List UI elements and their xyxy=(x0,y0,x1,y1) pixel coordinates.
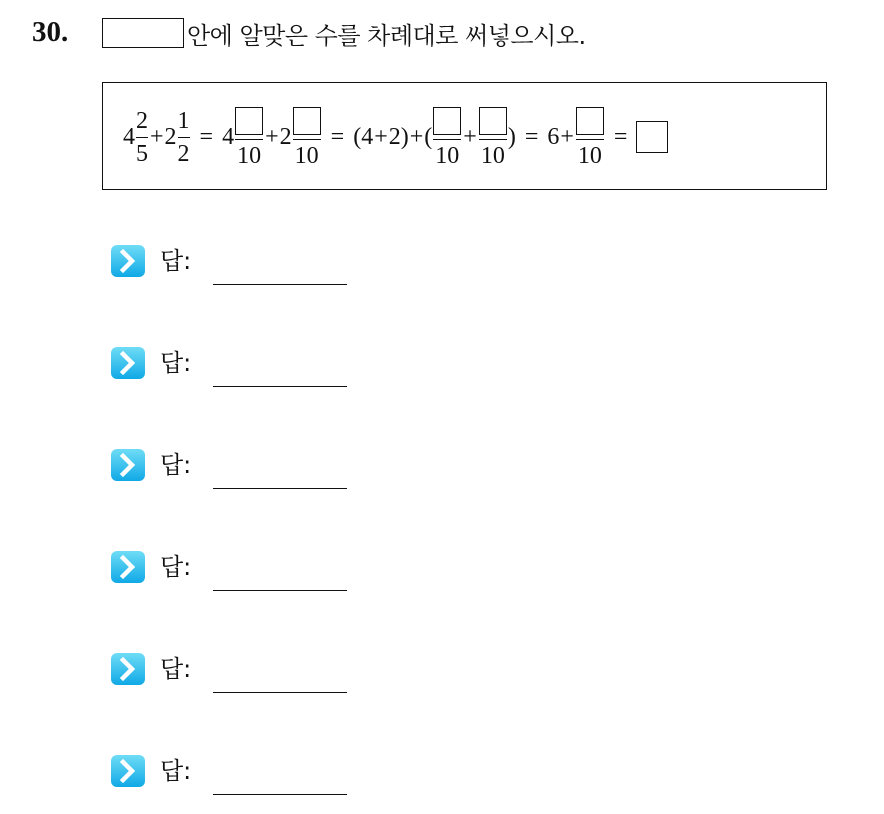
chevron-right-icon xyxy=(110,448,146,482)
numerator-blank xyxy=(293,107,321,139)
answer-input-line[interactable] xyxy=(213,794,347,795)
answer-input-line[interactable] xyxy=(213,590,347,591)
fraction xyxy=(293,107,321,168)
equals-sign: = xyxy=(199,123,214,150)
numerator-blank xyxy=(433,107,461,139)
answer-input-line[interactable] xyxy=(213,488,347,489)
answer-input-line[interactable] xyxy=(213,386,347,387)
denominator: 10 xyxy=(294,142,319,169)
open-paren: ( xyxy=(353,123,362,150)
denominator: 10 xyxy=(480,142,505,169)
numerator-blank xyxy=(576,107,604,139)
plus-sign: + xyxy=(463,123,477,150)
equation xyxy=(123,99,668,175)
plus-sign: + xyxy=(560,123,574,150)
plus-sign: + xyxy=(374,123,388,150)
answer-input-line[interactable] xyxy=(213,284,347,285)
denominator: 2 xyxy=(177,140,190,167)
chevron-right-icon xyxy=(110,550,146,584)
whole-number: 4 xyxy=(123,123,135,150)
answer-label: 답: xyxy=(160,349,192,377)
numerator: 2 xyxy=(136,107,148,134)
final-answer-blank-box xyxy=(636,121,668,153)
numerator: 1 xyxy=(177,107,190,134)
plus-sign: + xyxy=(265,123,279,150)
plus-sign: + xyxy=(150,123,164,150)
answer-blank-box xyxy=(433,107,461,135)
plus-sign: + xyxy=(409,123,424,150)
chevron-right-icon xyxy=(110,346,146,380)
chevron-right-icon xyxy=(110,652,146,686)
close-paren: ) xyxy=(400,123,409,150)
question-text: 안에 알맞은 수를 차례대로 써넣으시오. xyxy=(187,21,586,50)
answer-blank-box xyxy=(235,107,263,135)
answer-blank-box xyxy=(293,107,321,135)
numerator-blank xyxy=(479,107,507,139)
fraction xyxy=(235,107,263,168)
whole-number: 6 xyxy=(547,123,560,150)
equation-box xyxy=(102,82,827,190)
equals-sign: = xyxy=(613,123,628,150)
fraction xyxy=(178,109,190,166)
fraction xyxy=(433,107,461,168)
whole-number: 2 xyxy=(279,123,292,150)
equals-sign: = xyxy=(330,123,345,150)
fraction xyxy=(136,109,148,166)
whole-number: 2 xyxy=(164,123,177,150)
question-line xyxy=(102,14,586,52)
answer-label: 답: xyxy=(160,757,192,785)
denominator: 10 xyxy=(435,142,460,169)
answer-input-line[interactable] xyxy=(213,692,347,693)
question-blank-box xyxy=(102,18,184,48)
whole-number: 2 xyxy=(388,123,401,150)
open-paren: ( xyxy=(424,123,433,150)
chevron-right-icon xyxy=(110,244,146,278)
close-paren: ) xyxy=(507,123,516,150)
equals-sign: = xyxy=(524,123,539,150)
answer-label: 답: xyxy=(160,451,192,479)
whole-number: 4 xyxy=(361,123,374,150)
whole-number: 4 xyxy=(222,123,235,150)
question-number: 30. xyxy=(32,16,69,48)
answer-label: 답: xyxy=(160,553,192,581)
fraction xyxy=(479,107,507,168)
fraction xyxy=(576,107,604,168)
answer-label: 답: xyxy=(160,247,192,275)
answer-blank-box xyxy=(576,107,604,135)
denominator: 5 xyxy=(136,140,148,167)
numerator-blank xyxy=(235,107,263,139)
answer-blank-box xyxy=(479,107,507,135)
answer-label: 답: xyxy=(160,655,192,683)
denominator: 10 xyxy=(577,142,602,169)
chevron-right-icon xyxy=(110,754,146,788)
denominator: 10 xyxy=(237,142,262,169)
